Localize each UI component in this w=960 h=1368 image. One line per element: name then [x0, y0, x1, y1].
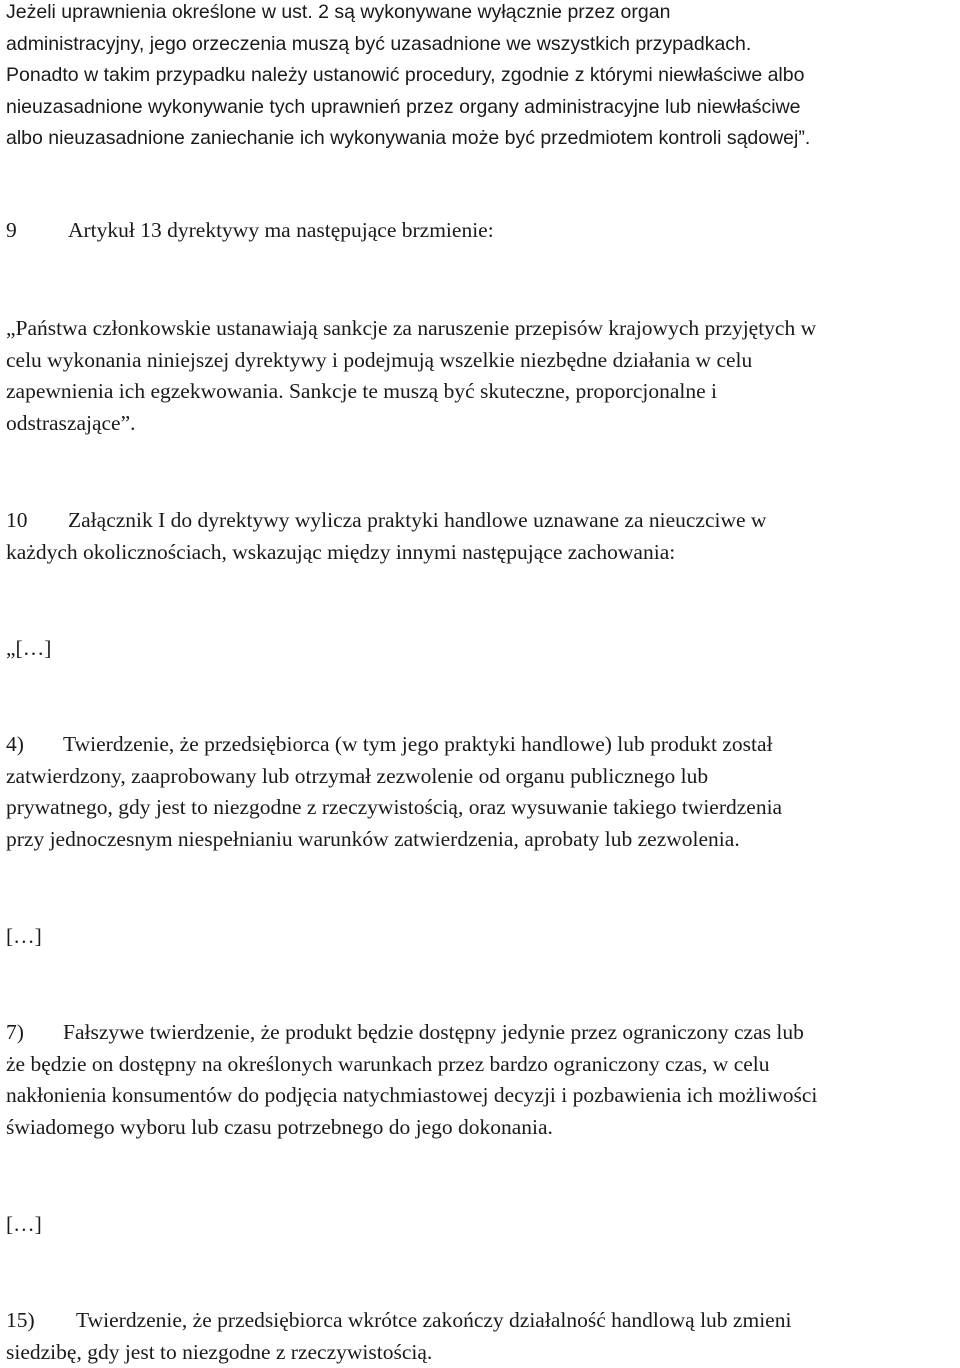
paragraph-number: 9 [6, 215, 68, 247]
ellipsis-text: […] [6, 1209, 956, 1241]
text-line: odstraszające”. [6, 408, 956, 440]
ellipsis-text: […] [6, 921, 956, 953]
text-line: Jeżeli uprawnienia określone w ust. 2 są wykonywane wyłącznie przez organ [6, 0, 956, 29]
item-number: 4) [6, 729, 63, 761]
ellipsis-marker [6, 633, 956, 665]
paragraph-text: Załącznik I do dyrektywy wylicza praktyki handlowe uznawane za nieuczciwe w [68, 508, 766, 532]
item-number: 15) [6, 1305, 76, 1337]
text-line: administracyjny, jego orzeczenia muszą być uzasadnione we wszystkich przypadkach. [6, 29, 956, 61]
text-line: przy jednoczesnym niespełnianiu warunków zatwierdzenia, aprobaty lub zezwolenia. [6, 824, 956, 856]
ellipsis-text: „[…] [6, 633, 956, 665]
ellipsis-marker [6, 1209, 956, 1241]
text-line: każdych okolicznościach, wskazując między innymi następujące zachowania: [6, 537, 956, 569]
annex-item-7 [6, 1017, 956, 1143]
item-number: 7) [6, 1017, 63, 1049]
text-line: „Państwa członkowskie ustanawiają sankcje za naruszenie przepisów krajowych przyjętych w [6, 313, 956, 345]
paragraph-text: Artykuł 13 dyrektywy ma następujące brzmienie: [68, 218, 494, 242]
annex-item-4 [6, 729, 956, 855]
item-text: Twierdzenie, że przedsiębiorca (w tym jego praktyki handlowe) lub produkt został [63, 732, 773, 756]
text-line: świadomego wyboru lub czasu potrzebnego do jego dokonania. [6, 1112, 956, 1144]
paragraph-10 [6, 505, 956, 568]
text-line: nakłonienia konsumentów do podjęcia natychmiastowej decyzji i pozbawienia ich możliwości [6, 1080, 956, 1112]
text-line: zapewnienia ich egzekwowania. Sankcje te muszą być skuteczne, proporcjonalne i [6, 376, 956, 408]
text-line: celu wykonania niniejszej dyrektywy i podejmują wszelkie niezbędne działania w celu [6, 345, 956, 377]
paragraph-9 [6, 215, 956, 247]
annex-item-15 [6, 1305, 956, 1368]
item-text: Fałszywe twierdzenie, że produkt będzie dostępny jedynie przez ograniczony czas lub [63, 1020, 804, 1044]
text-line: że będzie on dostępny na określonych warunkach przez bardzo ograniczony czas, w celu [6, 1049, 956, 1081]
text-line: zatwierdzony, zaaprobowany lub otrzymał zezwolenie od organu publicznego lub [6, 761, 956, 793]
text-line: albo nieuzasadnione zaniechanie ich wykonywania może być przedmiotem kontroli sądowej”. [6, 123, 956, 155]
text-line: prywatnego, gdy jest to niezgodne z rzeczywistością, oraz wysuwanie takiego twierdzenia [6, 792, 956, 824]
ellipsis-marker [6, 921, 956, 953]
text-line: Ponadto w takim przypadku należy ustanowić procedury, zgodnie z którymi niewłaściwe albo [6, 60, 956, 92]
intro-paragraph [6, 0, 956, 155]
text-line: nieuzasadnione wykonywanie tych uprawnień przez organy administracyjne lub niewłaściwe [6, 92, 956, 124]
text-line: siedzibę, gdy jest to niezgodne z rzeczywistością. [6, 1337, 956, 1368]
item-text: Twierdzenie, że przedsiębiorca wkrótce zakończy działalność handlową lub zmieni [76, 1308, 791, 1332]
article-13-quote [6, 313, 956, 439]
paragraph-number: 10 [6, 505, 68, 537]
